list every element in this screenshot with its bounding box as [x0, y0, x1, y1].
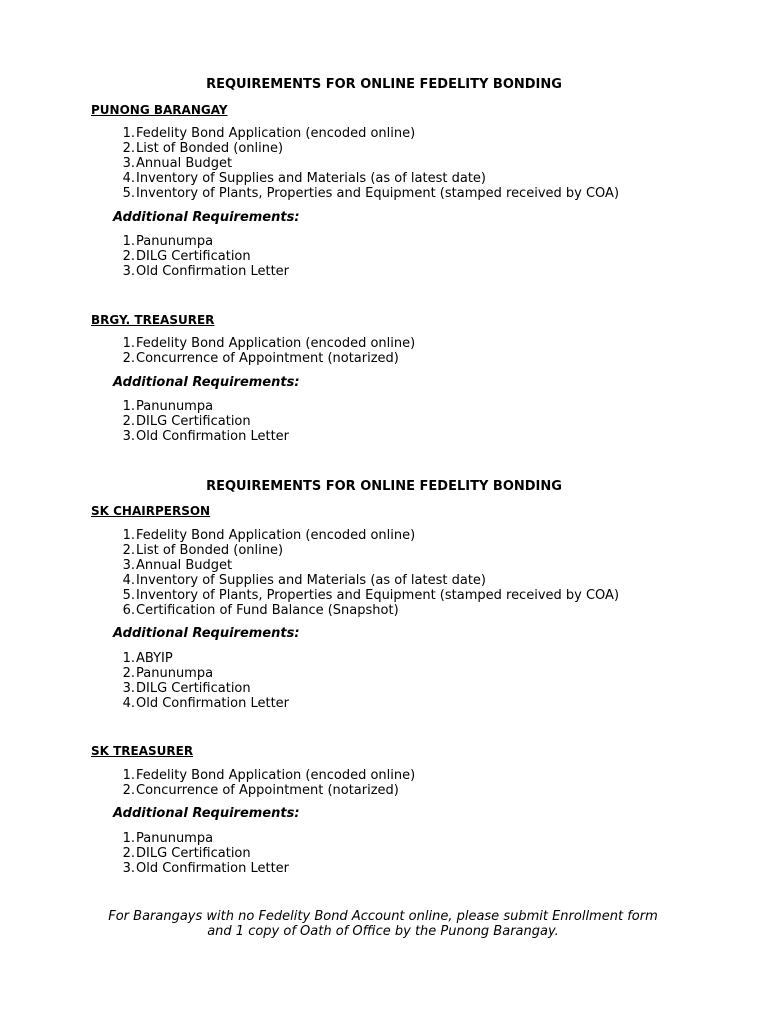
- list-item: [91, 414, 289, 429]
- additional-requirements-list-sk-chairperson: [91, 651, 289, 711]
- list-item-number: 3.: [122, 558, 135, 574]
- list-item-number: 2.: [122, 783, 135, 799]
- list-item-number: 3.: [122, 861, 135, 877]
- list-item-text: Fedelity Bond Application (encoded online): [136, 768, 416, 783]
- list-item-number: 2.: [122, 141, 135, 157]
- footer-note: [0, 909, 766, 939]
- list-item-number: 1.: [122, 528, 135, 543]
- list-item-number: 1.: [122, 126, 135, 141]
- list-item-text: Inventory of Supplies and Materials (as of latest date): [136, 171, 486, 187]
- list-item-text: Concurrence of Appointment (notarized): [136, 783, 399, 799]
- list-item-number: 4.: [122, 696, 135, 712]
- requirements-list-brgy-treasurer: [91, 336, 415, 366]
- document-title: REQUIREMENTS FOR ONLINE FEDELITY BONDING: [206, 479, 562, 494]
- list-item: [91, 681, 289, 696]
- list-item-text: Fedelity Bond Application (encoded online): [136, 126, 416, 141]
- list-item-text: Inventory of Plants, Properties and Equipment (stamped received by COA): [136, 186, 620, 202]
- section-heading-punong-barangay: PUNONG BARANGAY: [91, 103, 228, 117]
- requirements-list-sk-chairperson: [91, 528, 619, 619]
- list-item-text: Old Confirmation Letter: [136, 429, 290, 445]
- list-item-text: Old Confirmation Letter: [136, 861, 290, 877]
- list-item-number: 2.: [122, 543, 135, 559]
- list-item-text: DILG Certification: [136, 414, 251, 430]
- list-item-text: Inventory of Supplies and Materials (as of latest date): [136, 573, 486, 589]
- additional-requirements-label: Additional Requirements:: [113, 806, 300, 821]
- list-item-text: Concurrence of Appointment (notarized): [136, 351, 399, 367]
- list-item-number: 1.: [122, 336, 135, 351]
- list-item-number: 3.: [122, 681, 135, 697]
- list-item-text: Fedelity Bond Application (encoded online): [136, 336, 416, 351]
- list-item: [91, 543, 619, 558]
- list-item: [91, 573, 619, 588]
- list-item: [91, 171, 619, 186]
- list-item: [91, 603, 619, 618]
- document-title: REQUIREMENTS FOR ONLINE FEDELITY BONDING: [206, 77, 562, 92]
- list-item-number: 2.: [122, 666, 135, 682]
- additional-requirements-list-punong-barangay: [91, 234, 289, 279]
- list-item-number: 4.: [122, 573, 135, 589]
- list-item: [91, 696, 289, 711]
- list-item-text: Inventory of Plants, Properties and Equipment (stamped received by COA): [136, 588, 620, 604]
- list-item: [91, 846, 289, 861]
- list-item: [91, 234, 289, 249]
- list-item-number: 5.: [122, 186, 135, 202]
- list-item: [91, 186, 619, 201]
- section-heading-brgy-treasurer: BRGY. TREASURER: [91, 313, 215, 327]
- list-item: [91, 831, 289, 846]
- list-item-number: 1.: [122, 234, 135, 249]
- list-item-number: 2.: [122, 846, 135, 862]
- list-item-number: 2.: [122, 351, 135, 367]
- list-item: [91, 558, 619, 573]
- list-item-text: Old Confirmation Letter: [136, 696, 290, 712]
- list-item-text: DILG Certification: [136, 681, 251, 697]
- requirements-list-sk-treasurer: [91, 768, 415, 798]
- list-item-number: 1.: [122, 768, 135, 783]
- footer-note-line: For Barangays with no Fedelity Bond Account online, please submit Enrollment form: [108, 909, 658, 924]
- list-item-text: Certification of Fund Balance (Snapshot): [136, 603, 399, 619]
- list-item-text: Annual Budget: [136, 156, 233, 172]
- list-item-number: 4.: [122, 171, 135, 187]
- list-item-number: 3.: [122, 429, 135, 445]
- list-item-text: DILG Certification: [136, 249, 251, 265]
- list-item-text: DILG Certification: [136, 846, 251, 862]
- list-item-text: Panunumpa: [136, 666, 214, 682]
- list-item-number: 1.: [122, 831, 135, 846]
- list-item: [91, 861, 289, 876]
- list-item-text: Old Confirmation Letter: [136, 264, 290, 280]
- list-item: [91, 588, 619, 603]
- list-item: [91, 249, 289, 264]
- section-heading-sk-treasurer: SK TREASURER: [91, 744, 194, 758]
- requirements-list-punong-barangay: [91, 126, 619, 201]
- section-heading-sk-chairperson: SK CHAIRPERSON: [91, 504, 211, 518]
- list-item: [91, 351, 415, 366]
- list-item: [91, 783, 415, 798]
- list-item: [91, 528, 619, 543]
- list-item-number: 2.: [122, 249, 135, 265]
- list-item-number: 1.: [122, 651, 135, 666]
- list-item-text: Panunumpa: [136, 831, 214, 846]
- list-item-number: 2.: [122, 414, 135, 430]
- list-item-number: 3.: [122, 264, 135, 280]
- list-item: [91, 126, 619, 141]
- list-item: [91, 141, 619, 156]
- list-item-text: Fedelity Bond Application (encoded online): [136, 528, 416, 543]
- list-item-text: Annual Budget: [136, 558, 233, 574]
- list-item-number: 6.: [122, 603, 135, 619]
- additional-requirements-label: Additional Requirements:: [113, 626, 300, 641]
- additional-requirements-list-brgy-treasurer: [91, 399, 289, 444]
- list-item: [91, 429, 289, 444]
- list-item: [91, 666, 289, 681]
- additional-requirements-label: Additional Requirements:: [113, 210, 300, 225]
- list-item-text: Panunumpa: [136, 399, 214, 414]
- list-item-number: 1.: [122, 399, 135, 414]
- list-item: [91, 399, 289, 414]
- list-item: [91, 156, 619, 171]
- list-item-number: 3.: [122, 156, 135, 172]
- list-item: [91, 264, 289, 279]
- additional-requirements-list-sk-treasurer: [91, 831, 289, 876]
- list-item-text: Panunumpa: [136, 234, 214, 249]
- list-item-number: 5.: [122, 588, 135, 604]
- footer-note-line: and 1 copy of Oath of Office by the Punong Barangay.: [207, 924, 559, 939]
- list-item-text: ABYIP: [136, 651, 173, 666]
- list-item-text: List of Bonded (online): [136, 141, 284, 157]
- list-item: [91, 768, 415, 783]
- list-item: [91, 336, 415, 351]
- list-item-text: List of Bonded (online): [136, 543, 284, 559]
- additional-requirements-label: Additional Requirements:: [113, 375, 300, 390]
- list-item: [91, 651, 289, 666]
